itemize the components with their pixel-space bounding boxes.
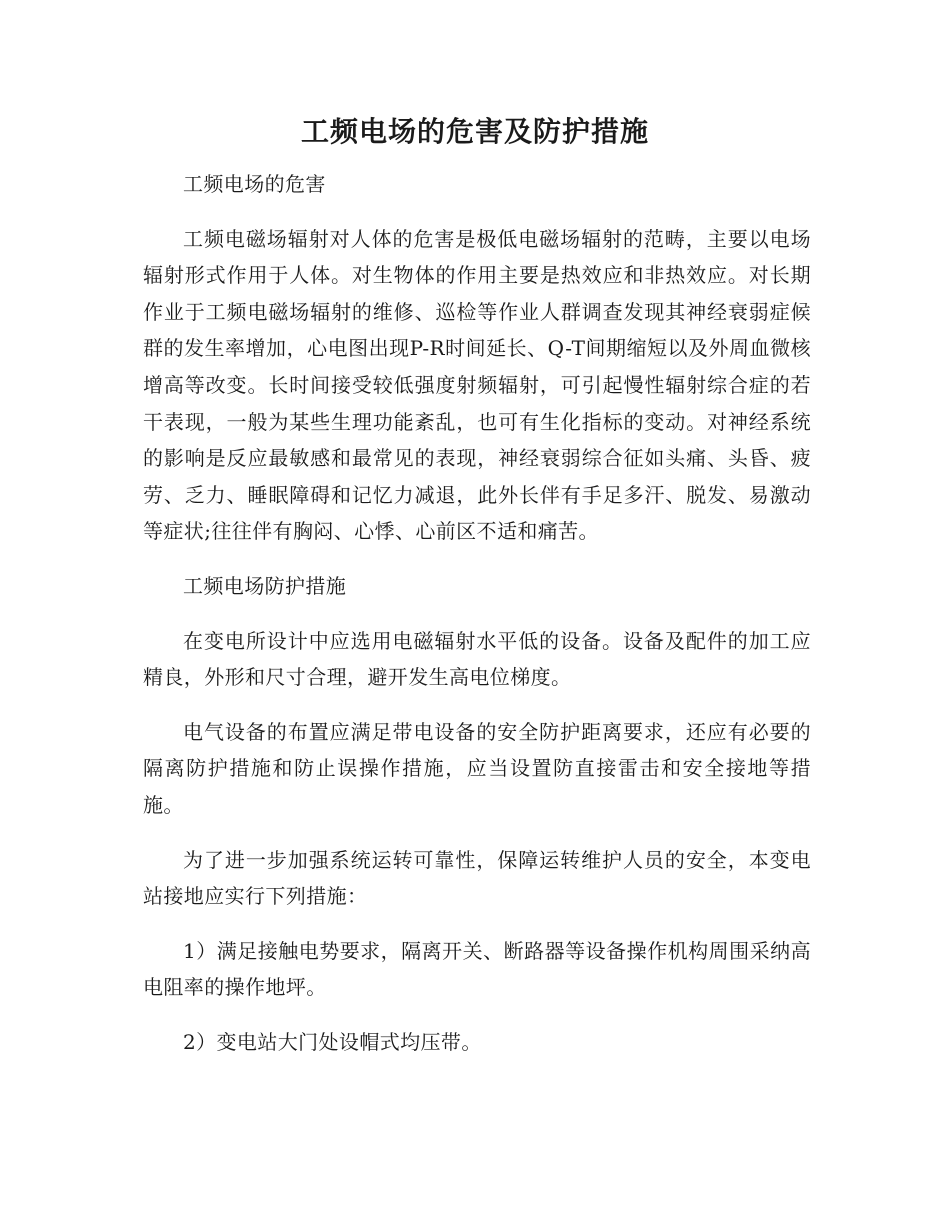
list-item-measure-1: 1）满足接触电势要求，隔离开关、断路器等设备操作机构周围采纳高电阻率的操作地坪。 — [143, 938, 811, 1000]
document-title: 工频电场的危害及防护措施 — [300, 115, 649, 148]
paragraph-grounding-intro: 为了进一步加强系统运转可靠性，保障运转维护人员的安全，本变电站接地应实行下列措施： — [143, 847, 811, 909]
document-body — [143, 166, 811, 1060]
paragraph-hazards-description: 工频电磁场辐射对人体的危害是极低电磁场辐射的范畴，主要以电场辐射形式作用于人体。对生物体的作用主要是热效应和非热效应。对长期作业于工频电磁场辐射的维修、巡检等作业人群调查发现其神经衰弱症候群的发生率增加，心电图出现P-R时间延长、Q-T间期缩短以及外周血微核增高等改变。长时间接受较低强度射频辐射，可引起慢性辐射综合症的若干表现，一般为某些生理功能紊乱，也可有生化指标的变动。对神经系统的影响是反应最敏感和最常见的表现，神经衰弱综合征如头痛、头昏、疲劳、乏力、睡眠障碍和记忆力减退，此外长伴有手足多汗、脱发、易激动等症状;往往伴有胸闷、心悸、心前区不适和痛苦。 — [143, 226, 811, 544]
paragraph-equipment-layout: 电气设备的布置应满足带电设备的安全防护距离要求，还应有必要的隔离防护措施和防止误操作措施，应当设置防直接雷击和安全接地等措施。 — [143, 719, 811, 817]
list-item-measure-2: 2）变电站大门处设帽式均压带。 — [183, 1029, 482, 1054]
paragraph-equipment-selection: 在变电所设计中应选用电磁辐射水平低的设备。设备及配件的加工应精良，外形和尺寸合理，避开发生高电位梯度。 — [143, 628, 811, 690]
section-heading-hazards: 工频电场的危害 — [183, 172, 326, 196]
section-heading-protection: 工频电场防护措施 — [183, 573, 347, 598]
